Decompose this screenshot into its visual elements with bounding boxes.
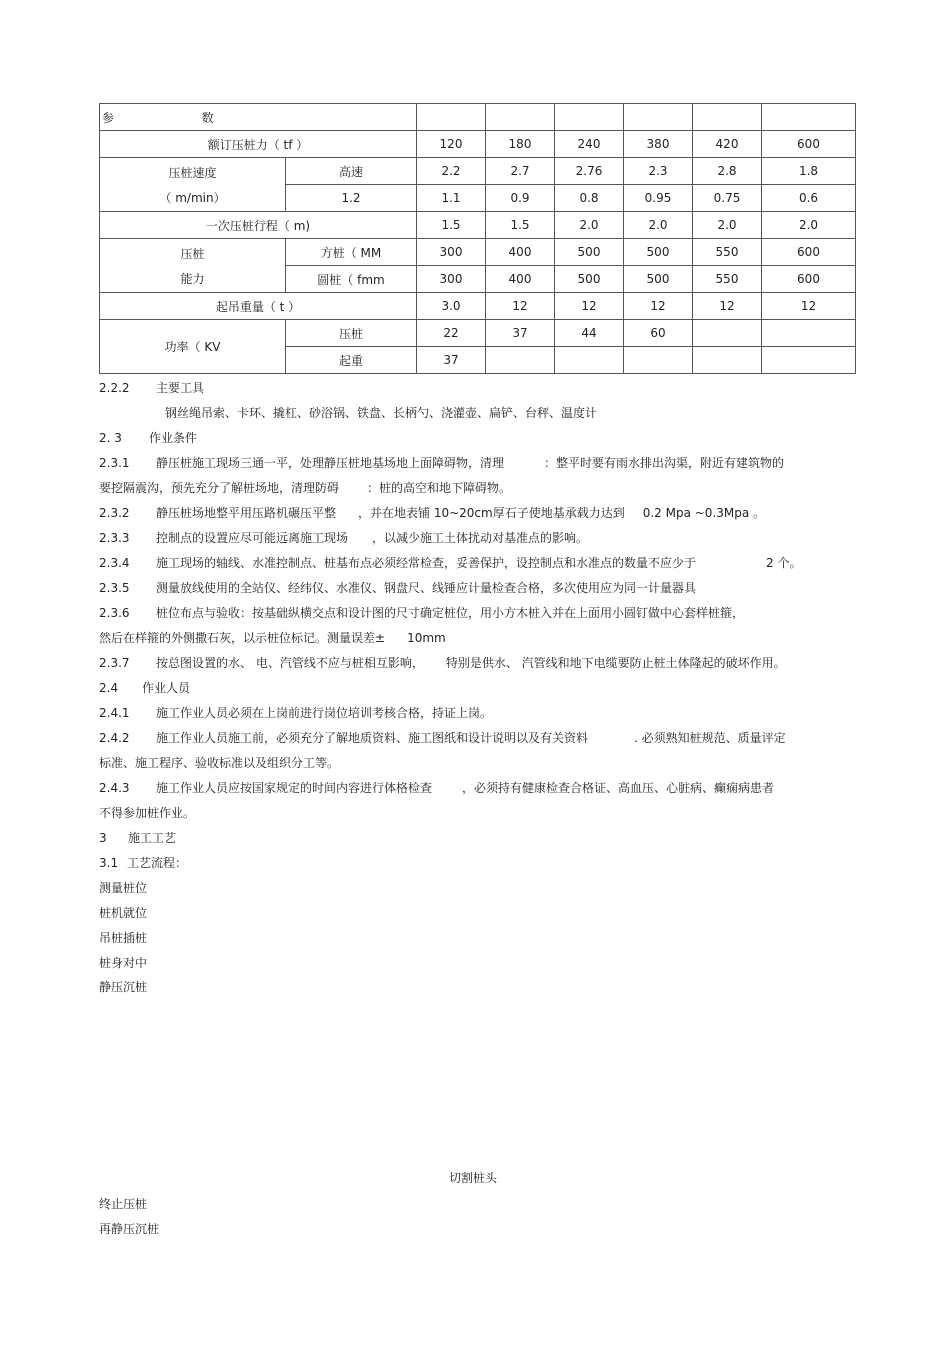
- flow-step-text: 终止压桩: [99, 1197, 148, 1211]
- sub-label: 圆桩（ fmm: [286, 266, 417, 293]
- capacity-label-line2: 能力: [180, 271, 205, 286]
- table-row: [100, 131, 856, 158]
- cell: [417, 104, 486, 131]
- cell: [693, 347, 762, 374]
- cell: 0.6: [762, 185, 856, 212]
- section-heading: [99, 830, 176, 846]
- section-number: 3: [99, 831, 107, 845]
- header-label-a: 参: [102, 110, 115, 125]
- line-text-tail: 特别是供水、 汽管线和地下电缆要防止桩土体隆起的破坏作用。: [445, 656, 786, 670]
- cell: 2.0: [693, 212, 762, 239]
- capacity-label-line1: 压桩: [180, 246, 205, 261]
- cell: [486, 347, 555, 374]
- section-title: 作业条件: [149, 431, 198, 445]
- cell: 300: [417, 266, 486, 293]
- cell: 22: [417, 320, 486, 347]
- cell: [762, 347, 856, 374]
- cell: 2.76: [555, 158, 624, 185]
- table-row: [100, 239, 856, 266]
- section-number: 2.4: [99, 681, 119, 695]
- line-text: 施工现场的轴线、水准控制点、桩基布点必须经常检查，妥善保护，设控制点和水准点的数量不应少于: [156, 556, 697, 570]
- flow-step-text: 切割桩头: [449, 1171, 498, 1185]
- line-text: 按总图设置的水、 电、汽管线不应与桩相互影响，: [156, 656, 424, 670]
- line-text: 钢丝绳吊索、卡环、撬杠、砂浴锅、铁盘、长柄勺、浇灌壶、扁铲、台秤、温度计: [165, 406, 598, 420]
- line-text: 施工作业人员必须在上岗前进行岗位培训考核合格，持证上岗。: [156, 706, 493, 720]
- flow-step: [99, 955, 147, 971]
- section-title: 作业人员: [142, 681, 191, 695]
- sub-label: 1.2: [286, 185, 417, 212]
- cell: 600: [762, 131, 856, 158]
- cell: 500: [624, 266, 693, 293]
- line-text: 控制点的设置应尽可能远离施工现场: [156, 531, 349, 545]
- cell: 2.3: [624, 158, 693, 185]
- flow-step: [99, 1196, 147, 1212]
- cell: 2.0: [624, 212, 693, 239]
- paragraph-line: [99, 705, 492, 721]
- table-row: [100, 212, 856, 239]
- line-text-tail: 0.2 Mpa ~0.3Mpa 。: [642, 506, 766, 520]
- cell: 500: [624, 239, 693, 266]
- cell: 1.5: [417, 212, 486, 239]
- speed-label-line1: 压桩速度: [168, 165, 217, 180]
- line-text-tail: 2 个。: [766, 556, 802, 570]
- table-row: [100, 104, 856, 131]
- section-number: 2.2.2: [99, 381, 130, 395]
- cell: 12: [486, 293, 555, 320]
- cell: 1.5: [486, 212, 555, 239]
- speed-label-line2: （ m/min）: [159, 190, 226, 205]
- paragraph-line: [99, 455, 784, 471]
- line-text: 标准、施工程序、验收标准以及组织分工等。: [99, 756, 340, 770]
- line-text: 测量放线使用的全站仪、经纬仪、水准仪、钢盘尺、线锤应计量检查合格，多次使用应为同一计量器具: [156, 581, 697, 595]
- line-text: 桩位布点与验收：按基础纵横交点和设计图的尺寸确定桩位，用小方木桩入并在上面用小圆钉做中心套样桩箍，: [156, 606, 745, 620]
- cell: 600: [762, 239, 856, 266]
- cell: [762, 104, 856, 131]
- cell: 500: [555, 239, 624, 266]
- table-row: [100, 320, 856, 347]
- cell: 420: [693, 131, 762, 158]
- cell: 12: [693, 293, 762, 320]
- line-text: 要挖隔震沟，预先充分了解桩场地，清理防碍: [99, 481, 340, 495]
- cell: 2.8: [693, 158, 762, 185]
- section-number: 2.4.3: [99, 781, 130, 795]
- line-text: 静压桩场地整平用压路机碾压平整: [156, 506, 337, 520]
- section-heading: [99, 680, 190, 696]
- cell: [486, 104, 555, 131]
- section-heading: [99, 855, 187, 871]
- flow-step-text: 再静压沉桩: [99, 1222, 160, 1236]
- cell: 500: [555, 266, 624, 293]
- paragraph-line: [99, 730, 786, 746]
- line-text-tail: ，以减少施工土体扰动对基准点的影响。: [372, 531, 589, 545]
- cell: 120: [417, 131, 486, 158]
- cell: 550: [693, 266, 762, 293]
- paragraph-line: [99, 480, 511, 496]
- flow-step: [449, 1170, 497, 1186]
- sub-label: 方桩（ MM: [286, 239, 417, 266]
- line-text: 不得参加桩作业。: [99, 806, 196, 820]
- header-cell: [100, 104, 417, 131]
- cell: [762, 320, 856, 347]
- cell: 0.8: [555, 185, 624, 212]
- line-text: 静压桩施工现场三通一平，处理静压桩地基场地上面障碍物，清理: [156, 456, 505, 470]
- section-number: 2. 3: [99, 431, 122, 445]
- cell: [624, 104, 693, 131]
- row-label: 起吊重量（ t ）: [100, 293, 417, 320]
- cell: 12: [624, 293, 693, 320]
- paragraph-line: [99, 555, 801, 571]
- line-text-tail: 10mm: [407, 631, 446, 645]
- paragraph-line: [99, 630, 446, 646]
- cell: 400: [486, 266, 555, 293]
- cell: 380: [624, 131, 693, 158]
- table-row: [100, 293, 856, 320]
- section-number: 2.3.6: [99, 606, 130, 620]
- flow-step-text: 桩机就位: [99, 906, 148, 920]
- line-text-tail: ：桩的高空和地下障碍物。: [367, 481, 512, 495]
- paragraph-line: [99, 605, 744, 621]
- cell: 550: [693, 239, 762, 266]
- flow-step: [99, 979, 147, 995]
- section-title: 工艺流程：: [127, 856, 188, 870]
- parameter-table: [99, 103, 856, 374]
- cell: 0.95: [624, 185, 693, 212]
- row-label: 功率（ KV: [100, 320, 286, 374]
- line-text: 然后在样箍的外侧撒石灰，以示桩位标记。测量误差±: [99, 631, 386, 645]
- section-number: 2.3.7: [99, 656, 130, 670]
- cell: 2.0: [762, 212, 856, 239]
- section-number: 2.3.4: [99, 556, 130, 570]
- sub-label: 起重: [286, 347, 417, 374]
- cell: 1.8: [762, 158, 856, 185]
- paragraph-line: [99, 530, 588, 546]
- cell: 2.2: [417, 158, 486, 185]
- paragraph-line: [99, 805, 195, 821]
- line-text-tail: . 必须熟知桩规范、质量评定: [634, 731, 786, 745]
- cell: 3.0: [417, 293, 486, 320]
- row-label: [100, 158, 286, 212]
- flow-step-text: 桩身对中: [99, 956, 148, 970]
- cell: 180: [486, 131, 555, 158]
- row-label: [100, 239, 286, 293]
- flow-step-text: 静压沉桩: [99, 980, 148, 994]
- cell: [555, 104, 624, 131]
- section-number: 2.4.1: [99, 706, 130, 720]
- paragraph-line: [99, 580, 696, 596]
- line-text: 施工作业人员应按国家规定的时间内容进行体格检查: [156, 781, 433, 795]
- cell: 60: [624, 320, 693, 347]
- table-row: [100, 158, 856, 185]
- flow-step-text: 测量桩位: [99, 881, 148, 895]
- header-label-b: 数: [201, 110, 214, 125]
- cell: [624, 347, 693, 374]
- paragraph-line: [165, 405, 597, 421]
- cell: 600: [762, 266, 856, 293]
- paragraph-line: [99, 755, 339, 771]
- cell: 12: [555, 293, 624, 320]
- row-label: 一次压桩行程（ m): [100, 212, 417, 239]
- cell: 37: [417, 347, 486, 374]
- line-text-tail: ，并在地表铺 10~20cm厚石子使地基承载力达到: [358, 506, 625, 520]
- paragraph-line: [99, 655, 786, 671]
- line-text: 施工作业人员施工前，必须充分了解地质资料、施工图纸和设计说明以及有关资料: [156, 731, 589, 745]
- section-number: 3.1: [99, 856, 119, 870]
- section-title: 主要工具: [156, 381, 205, 395]
- cell: 12: [762, 293, 856, 320]
- cell: 0.75: [693, 185, 762, 212]
- flow-step-text: 吊桩插桩: [99, 931, 148, 945]
- section-heading: [99, 430, 197, 446]
- section-number: 2.3.5: [99, 581, 130, 595]
- section-heading: [99, 380, 204, 396]
- section-number: 2.3.3: [99, 531, 130, 545]
- cell: 0.9: [486, 185, 555, 212]
- paragraph-line: [99, 505, 765, 521]
- cell: 300: [417, 239, 486, 266]
- cell: 44: [555, 320, 624, 347]
- flow-step: [99, 880, 147, 896]
- cell: 240: [555, 131, 624, 158]
- cell: [693, 320, 762, 347]
- cell: [693, 104, 762, 131]
- flow-step: [99, 1221, 159, 1237]
- section-number: 2.3.2: [99, 506, 130, 520]
- section-number: 2.3.1: [99, 456, 130, 470]
- section-number: 2.4.2: [99, 731, 130, 745]
- paragraph-line: [99, 780, 774, 796]
- cell: 2.7: [486, 158, 555, 185]
- sub-label: 压桩: [286, 320, 417, 347]
- section-title: 施工工艺: [128, 831, 177, 845]
- cell: 1.1: [417, 185, 486, 212]
- cell: [555, 347, 624, 374]
- flow-step: [99, 930, 147, 946]
- cell: 400: [486, 239, 555, 266]
- sub-label: 高速: [286, 158, 417, 185]
- line-text-tail: ，必须持有健康检查合格证、高血压、心脏病、癫痫病患者: [462, 781, 775, 795]
- cell: 37: [486, 320, 555, 347]
- cell: 2.0: [555, 212, 624, 239]
- flow-step: [99, 905, 147, 921]
- row-label: 额订压桩力（ tf ）: [100, 131, 417, 158]
- line-text-tail: ：整平时要有雨水排出沟渠，附近有建筑物的: [544, 456, 785, 470]
